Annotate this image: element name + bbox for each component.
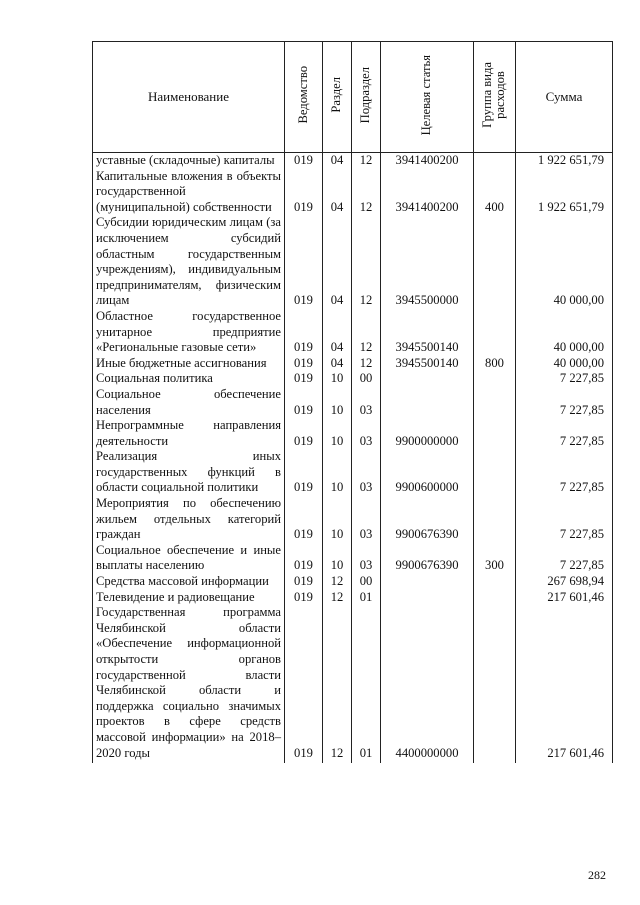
row-name: Социальное обеспечение и иные выплаты населению (93, 543, 285, 574)
row-department: 019 (285, 356, 323, 372)
row-target-article (381, 371, 474, 387)
row-subsection: 03 (352, 418, 381, 449)
row-expense-group (474, 418, 516, 449)
table-row (93, 449, 613, 496)
row-subsection: 03 (352, 496, 381, 543)
row-subsection: 01 (352, 590, 381, 606)
row-subsection: 12 (352, 169, 381, 216)
row-expense-group (474, 605, 516, 763)
row-target-article (381, 574, 474, 590)
row-expense-group (474, 574, 516, 590)
row-subsection: 03 (352, 449, 381, 496)
row-section: 04 (323, 356, 352, 372)
row-amount: 7 227,85 (516, 543, 613, 574)
row-expense-group (474, 371, 516, 387)
row-name: Областное государственное унитарное предприятие «Региональные газовые сети» (93, 309, 285, 356)
row-subsection: 12 (352, 356, 381, 372)
row-name: Иные бюджетные ассигнования (93, 356, 285, 372)
row-subsection: 03 (352, 543, 381, 574)
row-name: Реализация иных государственных функций в области социальной политики (93, 449, 285, 496)
table-row (93, 371, 613, 387)
row-target-article (381, 590, 474, 606)
table-body (93, 153, 613, 764)
row-amount: 7 227,85 (516, 371, 613, 387)
row-amount: 7 227,85 (516, 418, 613, 449)
header-department: Ведомство (285, 42, 323, 153)
row-department: 019 (285, 371, 323, 387)
row-amount: 1 922 651,79 (516, 169, 613, 216)
row-department: 019 (285, 387, 323, 418)
table-row (93, 496, 613, 543)
row-department: 019 (285, 574, 323, 590)
row-amount: 40 000,00 (516, 215, 613, 309)
row-expense-group (474, 590, 516, 606)
row-target-article: 9900600000 (381, 449, 474, 496)
row-amount: 267 698,94 (516, 574, 613, 590)
row-target-article: 3941400200 (381, 153, 474, 169)
header-expense-group: Группа вида расходов (474, 42, 516, 153)
row-department: 019 (285, 543, 323, 574)
row-target-article: 3945500140 (381, 356, 474, 372)
row-expense-group: 400 (474, 169, 516, 216)
row-section: 10 (323, 418, 352, 449)
row-target-article: 3945500140 (381, 309, 474, 356)
row-section: 10 (323, 496, 352, 543)
row-target-article: 3945500000 (381, 215, 474, 309)
row-amount: 40 000,00 (516, 309, 613, 356)
row-department: 019 (285, 309, 323, 356)
row-name: Телевидение и радиовещание (93, 590, 285, 606)
row-amount: 1 922 651,79 (516, 153, 613, 169)
table-row (93, 590, 613, 606)
row-subsection: 03 (352, 387, 381, 418)
row-target-article: 3941400200 (381, 169, 474, 216)
row-amount: 7 227,85 (516, 496, 613, 543)
row-expense-group (474, 449, 516, 496)
row-section: 10 (323, 449, 352, 496)
row-section: 04 (323, 309, 352, 356)
row-section: 04 (323, 215, 352, 309)
table-row (93, 153, 613, 169)
row-department: 019 (285, 215, 323, 309)
row-expense-group (474, 309, 516, 356)
row-amount: 217 601,46 (516, 605, 613, 763)
row-department: 019 (285, 449, 323, 496)
row-amount: 217 601,46 (516, 590, 613, 606)
row-subsection: 12 (352, 309, 381, 356)
row-amount: 7 227,85 (516, 449, 613, 496)
row-expense-group (474, 153, 516, 169)
row-department: 019 (285, 496, 323, 543)
row-name: Социальное обеспечение населения (93, 387, 285, 418)
table-row (93, 169, 613, 216)
row-amount: 40 000,00 (516, 356, 613, 372)
row-subsection: 00 (352, 574, 381, 590)
table-row (93, 418, 613, 449)
row-amount: 7 227,85 (516, 387, 613, 418)
row-target-article: 9900676390 (381, 543, 474, 574)
row-department: 019 (285, 153, 323, 169)
row-expense-group (474, 215, 516, 309)
table-row (93, 543, 613, 574)
row-target-article: 4400000000 (381, 605, 474, 763)
row-target-article: 9900676390 (381, 496, 474, 543)
row-subsection: 12 (352, 153, 381, 169)
row-section: 12 (323, 574, 352, 590)
table-row (93, 215, 613, 309)
row-expense-group (474, 496, 516, 543)
header-subsection: Подраздел (352, 42, 381, 153)
row-name: уставные (складочные) капиталы (93, 153, 285, 169)
row-expense-group: 300 (474, 543, 516, 574)
row-name: Субсидии юридическим лицам (за исключением субсидий областным государственным учреждениям), индивидуальным предпринимателям, физическим лицам (93, 215, 285, 309)
header-amount: Сумма (516, 42, 613, 153)
row-department: 019 (285, 418, 323, 449)
row-subsection: 00 (352, 371, 381, 387)
header-section: Раздел (323, 42, 352, 153)
table-row (93, 309, 613, 356)
table-header (93, 42, 613, 153)
row-name: Капитальные вложения в объекты государственной (муниципальной) собственности (93, 169, 285, 216)
budget-table (92, 41, 613, 763)
row-target-article: 9900000000 (381, 418, 474, 449)
table-row (93, 356, 613, 372)
table-row (93, 387, 613, 418)
row-section: 04 (323, 153, 352, 169)
row-expense-group (474, 387, 516, 418)
row-department: 019 (285, 605, 323, 763)
row-section: 10 (323, 387, 352, 418)
row-section: 10 (323, 371, 352, 387)
row-name: Мероприятия по обеспечению жильем отдельных категорий граждан (93, 496, 285, 543)
row-section: 12 (323, 605, 352, 763)
row-target-article (381, 387, 474, 418)
row-department: 019 (285, 169, 323, 216)
header-target-article: Целевая статья (381, 42, 474, 153)
row-subsection: 01 (352, 605, 381, 763)
row-section: 12 (323, 590, 352, 606)
row-name: Социальная политика (93, 371, 285, 387)
page-number: 282 (588, 868, 606, 882)
header-name: Наименование (93, 42, 285, 153)
row-subsection: 12 (352, 215, 381, 309)
table-row (93, 605, 613, 763)
row-name: Средства массовой информации (93, 574, 285, 590)
row-name: Государственная программа Челябинской области «Обеспечение информационной открытости органов государственной власти Челябинской области и поддержка социально значимых проектов в сфере средств массовой информации» на 2018–2020 годы (93, 605, 285, 763)
row-department: 019 (285, 590, 323, 606)
row-expense-group: 800 (474, 356, 516, 372)
row-section: 10 (323, 543, 352, 574)
row-section: 04 (323, 169, 352, 216)
table-row (93, 574, 613, 590)
row-name: Непрограммные направления деятельности (93, 418, 285, 449)
